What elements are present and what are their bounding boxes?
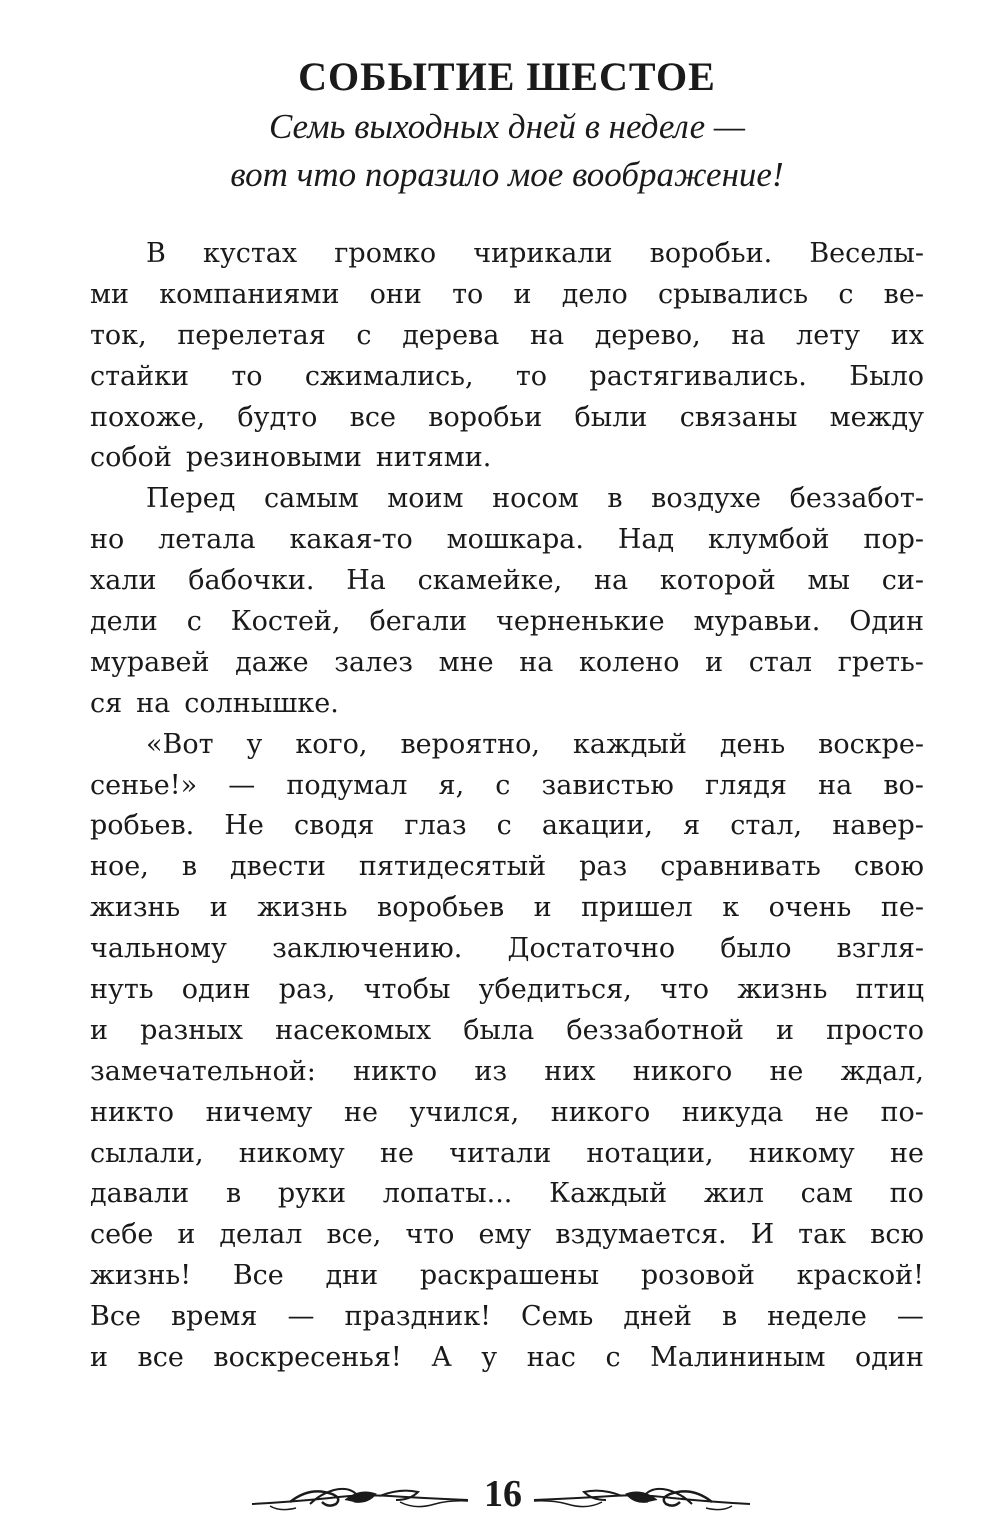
chapter-subtitle-line-1: Семь выходных дней в неделе — — [268, 107, 746, 146]
text-line: никто ничему не учился, никого никуда не по- — [90, 1096, 924, 1128]
text-line: дели с Костей, бегали черненькие муравьи. Один — [90, 606, 924, 638]
text-line: стайки то сжимались, то растягивались. Было — [90, 360, 924, 392]
text-line: и все воскресенья! А у нас с Малининым один — [90, 1342, 924, 1374]
page-number: 16 — [484, 1473, 522, 1515]
text-line: муравей даже залез мне на колено и стал греть- — [90, 646, 924, 678]
text-line: сылали, никому не читали нотации, никому не — [90, 1137, 924, 1169]
right-flourish-ornament — [532, 1474, 752, 1518]
text-line: чальному заключению. Достаточно было взгля- — [90, 933, 924, 965]
text-line: жизнь! Все дни раскрашены розовой краской! — [90, 1260, 924, 1292]
text-line: Все время — праздник! Семь дней в неделе — — [90, 1301, 924, 1333]
text-line: жизнь и жизнь воробьев и пришел к очень пе- — [90, 892, 924, 924]
text-line: робьев. Не сводя глаз с акации, я стал, навер- — [90, 810, 924, 842]
text-line: но летала какая-то мошкара. Над клумбой пор- — [90, 524, 924, 556]
text-line: В кустах громко чирикали воробьи. Веселы- — [146, 238, 924, 269]
chapter-title: СОБЫТИЕ ШЕСТОЕ — [298, 54, 716, 99]
text-line: давали в руки лопаты... Каждый жил сам по — [90, 1178, 924, 1210]
text-line: «Вот у кого, вероятно, каждый день воскре- — [146, 728, 924, 760]
text-line: ток, перелетая с дерева на дерево, на лету их — [90, 319, 924, 351]
text-line: сенье!» — подумал я, с завистью глядя на во- — [90, 769, 924, 801]
chapter-subtitle-line-2: вот что поразило мое воображение! — [230, 155, 784, 194]
text-line: и разных насекомых была беззаботной и просто — [90, 1014, 924, 1046]
text-line: ми компаниями они то и дело срывались с ве- — [90, 278, 924, 310]
text-line: Перед самым моим носом в воздухе беззабот- — [146, 483, 924, 515]
page-footer — [250, 1470, 750, 1530]
text-line: хали бабочки. На скамейке, на которой мы си- — [90, 565, 924, 597]
text-line: ся на солнышке. — [90, 687, 339, 719]
text-line: ное, в двести пятидесятый раз сравнивать свою — [90, 851, 924, 883]
text-line: замечательной: никто из них никого не ждал, — [90, 1055, 924, 1087]
text-line: себе и делал все, что ему вздумается. И так всю — [90, 1219, 924, 1251]
left-flourish-ornament — [250, 1474, 470, 1518]
book-page — [90, 52, 924, 1379]
body-text — [90, 234, 924, 1379]
text-line: собой резиновыми нитями. — [90, 442, 492, 474]
text-line: похоже, будто все воробьи были связаны между — [90, 401, 924, 433]
text-line: нуть один раз, чтобы убедиться, что жизнь птиц — [90, 974, 924, 1006]
